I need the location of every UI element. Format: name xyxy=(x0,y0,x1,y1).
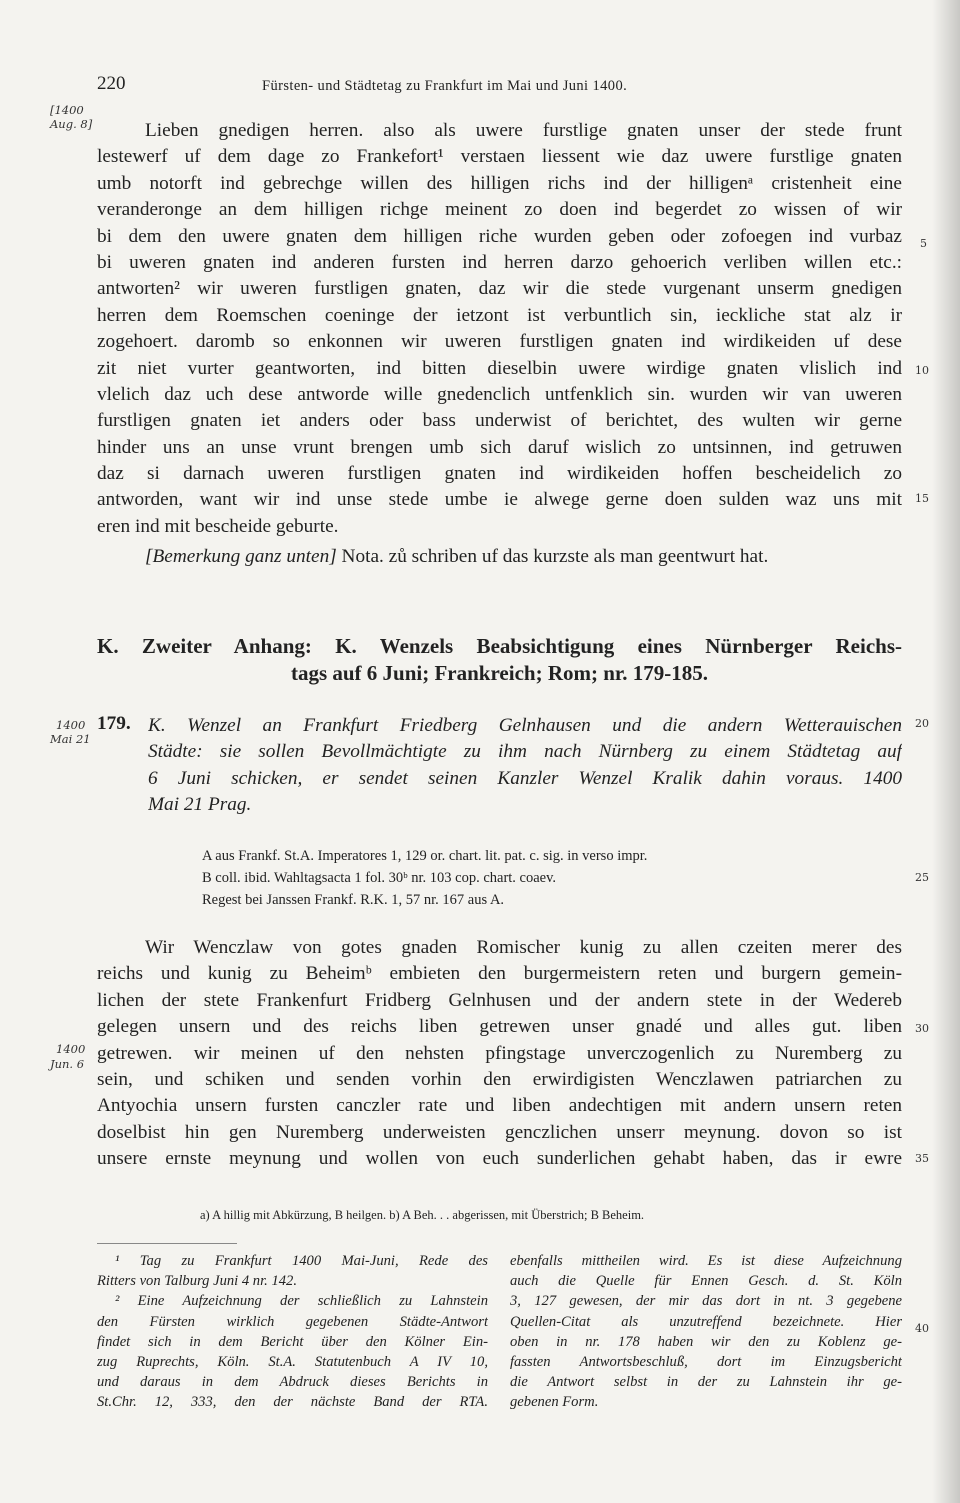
line-number: 20 xyxy=(915,717,929,730)
footnote-line: gebenen Form. xyxy=(510,1394,599,1411)
document-title xyxy=(148,713,902,819)
line-number: 15 xyxy=(915,492,929,505)
charter-line: Antyochia unsern fursten canczler rate und liben andechtigen mit andern unsern reten xyxy=(97,1095,902,1117)
letter-line: antworden, want wir ind unse stede umbe ie alwege gerne doen sulden waz uns mit xyxy=(97,489,902,511)
line-number: 40 xyxy=(915,1322,929,1335)
footnote-divider xyxy=(97,1243,237,1244)
footnote-line: ² Eine Aufzeichnung der schließlich zu Lahnstein xyxy=(115,1293,488,1310)
document-title-line: Mai 21 Prag. xyxy=(148,794,252,816)
charter-line: unsere ernste meynung und wollen von euch sunderlichen gehabt haben, das ir ewre xyxy=(97,1148,902,1170)
letter-line: hinder uns an unse vrunt brengen umb sich daruf wislich zo untsinnen, ind getruwen xyxy=(97,436,902,458)
section-heading-line: K. Zweiter Anhang: K. Wenzels Beabsichtigung eines Nürnberger Reichs- xyxy=(97,634,902,658)
margin-jun-date-2: Jun. 6 xyxy=(50,1057,85,1071)
letter-line: zit niet vurter geantworten, ind bitten dieselbin uwere wirdige gnaten vlislich ind xyxy=(97,357,902,379)
footnote-line: und daraus in dem Abdruck dieses Berichts in xyxy=(97,1374,488,1391)
page-number: 220 xyxy=(97,73,126,94)
letter-line: vlelich daz uch dese antworde wille gnedenclich untfenklich sin. wurden wir van uweren xyxy=(97,383,902,405)
document-title-line: Städte: sie sollen Bevollmächtigte zu ihm nach Nürnberg zu einem Städtetag auf xyxy=(148,741,902,763)
source-line: Regest bei Janssen Frankf. R.K. 1, 57 nr. 167 aus A. xyxy=(202,892,505,908)
letter-line: herren dem Roemschen coeninge der ietzont ist verbuntlich sin, ieckliche stat alz ir xyxy=(97,304,902,326)
line-number: 10 xyxy=(915,364,929,377)
margin-date-top-1: [1400 xyxy=(50,103,84,117)
charter-line: sein, und schiken und senden vorhin den erwirdigisten Wenczlawen patriarchen zu xyxy=(97,1068,902,1090)
letter-line: zogehoert. daromb so enkonnen wir uweren furstligen gnaten ind wirdikeiden uf dese xyxy=(97,331,902,353)
charter-line: doselbist hin gen Nuremberg underweisten genczlichen unserr meynung. dovon so ist xyxy=(97,1121,902,1143)
letter-text xyxy=(97,118,902,571)
footnote-line: ¹ Tag zu Frankfurt 1400 Mai-Juni, Rede des xyxy=(115,1253,488,1269)
charter-line: Wir Wenczlaw von gotes gnaden Romischer kunig zu allen czeiten merer des xyxy=(145,937,902,958)
source-line: B coll. ibid. Wahltagsacta 1 fol. 30ᵇ nr. 103 cop. chart. coaev. xyxy=(202,870,557,886)
footnotes-right-column xyxy=(510,1251,902,1413)
line-number: 30 xyxy=(915,1022,929,1035)
margin-doc-date-1: 1400 xyxy=(56,718,86,732)
letter-line: Lieben gnedigen herren. also als uwere furstlige gnaten unser der stede frunt xyxy=(145,120,902,141)
charter-text xyxy=(97,935,902,1173)
line-number: 35 xyxy=(915,1152,929,1165)
source-line: A aus Frankf. St.A. Imperatores 1, 129 or. chart. lit. pat. c. sig. in verso impr. xyxy=(202,848,648,864)
footnote-line: auch die Quelle für Ennen Gesch. d. St. Köln xyxy=(510,1273,902,1290)
document-title-line: K. Wenzel an Frankfurt Friedberg Gelnhausen und die andern Wetterauischen xyxy=(148,715,902,736)
footnote-line: oben in nr. 178 haben wir den zu Koblenz ge- xyxy=(510,1333,902,1350)
footnote-line: zug Ruprechts, Köln. St.A. Statutenbuch A IV 10, xyxy=(97,1353,488,1370)
footnote-line: Ritters von Talburg Juni 4 nr. 142. xyxy=(97,1273,297,1290)
letter-line: daz si darnach uweren furstligen gnaten ind wirdikeiden hoffen bescheidelich zo xyxy=(97,463,902,485)
margin-date-top-2: Aug. 8] xyxy=(50,117,93,131)
charter-line: reichs und kunig zu Beheimᵇ embieten den burgermeistern reten und burgern gemein- xyxy=(97,963,902,985)
section-heading xyxy=(97,633,902,687)
remark-bracket: [Bemerkung ganz unten] xyxy=(145,546,337,568)
footnote-line: Quellen-Citat als unzutreffend bezeichnete. Hier xyxy=(510,1313,902,1330)
footnote-line: fassten Antwortsbeschluß, dort im Einzugsbericht xyxy=(510,1353,902,1370)
footnote-line: findet sich in dem Bericht über den Kölner Ein- xyxy=(97,1333,488,1350)
letter-line: eren ind mit bescheide geburte. xyxy=(97,515,339,537)
document-number: 179. xyxy=(97,713,131,734)
footnotes-left-column xyxy=(97,1251,488,1413)
charter-line: gelegen unsern und des reichs liben getrewen unser gnadé und alles gut. liben xyxy=(97,1016,902,1038)
section-heading-line: tags auf 6 Juni; Frankreich; Rom; nr. 179-185. xyxy=(290,661,709,685)
document-title-line: 6 Juni schicken, er sendet seinen Kanzler Wenzel Kralik dahin voraus. 1400 xyxy=(148,767,902,789)
letter-line: furstligen gnaten iet anders oder bass underwist of berichtet, des wulten wir gerne xyxy=(97,410,902,432)
page-edge-shadow xyxy=(932,0,960,1503)
footnote-line: den Fürsten wirklich gegebenen Städte-Antwort xyxy=(97,1313,488,1330)
footnote-line: die Antwort selbst in der zu Lahnstein ihr ge- xyxy=(510,1374,902,1391)
letter-line: antworten² wir uweren furstligen gnaten, daz wir die stede vurgenant unserm gnedigen xyxy=(97,278,902,300)
remark-line xyxy=(97,544,902,570)
letter-line: lestewerf uf dem dage zo Frankefort¹ verstaen liessent wie daz uwere furstlige gnaten xyxy=(97,146,902,168)
footnote-line: 3, 127 gewesen, der mir das dort in nt. 3 gegebene xyxy=(510,1293,902,1310)
charter-line: getrewen. wir meinen uf den nehsten pfingstage unverczogenlich zu Nuremberg zu xyxy=(97,1042,902,1064)
critical-apparatus: a) A hillig mit Abkürzung, B heilgen. b) A Beh. . . abgerissen, mit Überstrich; B Beheim. xyxy=(200,1208,645,1222)
remark-text: Nota. zů schriben uf das kurzste als man geentwurt hat. xyxy=(336,546,769,568)
line-number: 5 xyxy=(920,237,927,250)
margin-doc-date-2: Mai 21 xyxy=(50,732,91,746)
running-title: Fürsten- und Städtetag zu Frankfurt im Mai und Juni 1400. xyxy=(262,78,628,94)
source-list xyxy=(202,845,647,911)
letter-line: veranderonge an dem hilligen richge meinent zo doen ind begerdet zo wissen of wir xyxy=(97,199,902,221)
margin-jun-date-1: 1400 xyxy=(56,1042,86,1056)
footnote-line: ebenfalls mittheilen wird. Es ist diese Aufzeichnung xyxy=(510,1253,902,1269)
footnote-line: St.Chr. 12, 333, den der nächste Band der RTA. xyxy=(97,1394,488,1411)
letter-line: bi uweren gnaten ind anderen fursten ind herren darzo gehoerich verliben willen etc.: xyxy=(97,251,902,273)
charter-line: lichen der stete Frankenfurt Fridberg Gelnhusen und der andern stete in der Wedereb xyxy=(97,989,902,1011)
line-number: 25 xyxy=(915,871,929,884)
letter-line: bi dem den uwere gnaten dem hilligen riche wurden geben oder zofoegen ind vurbaz xyxy=(97,225,902,247)
letter-line: umb notorft ind gebrechge willen des hilligen richs ind der hilligenᵃ cristenheit eine xyxy=(97,172,902,194)
